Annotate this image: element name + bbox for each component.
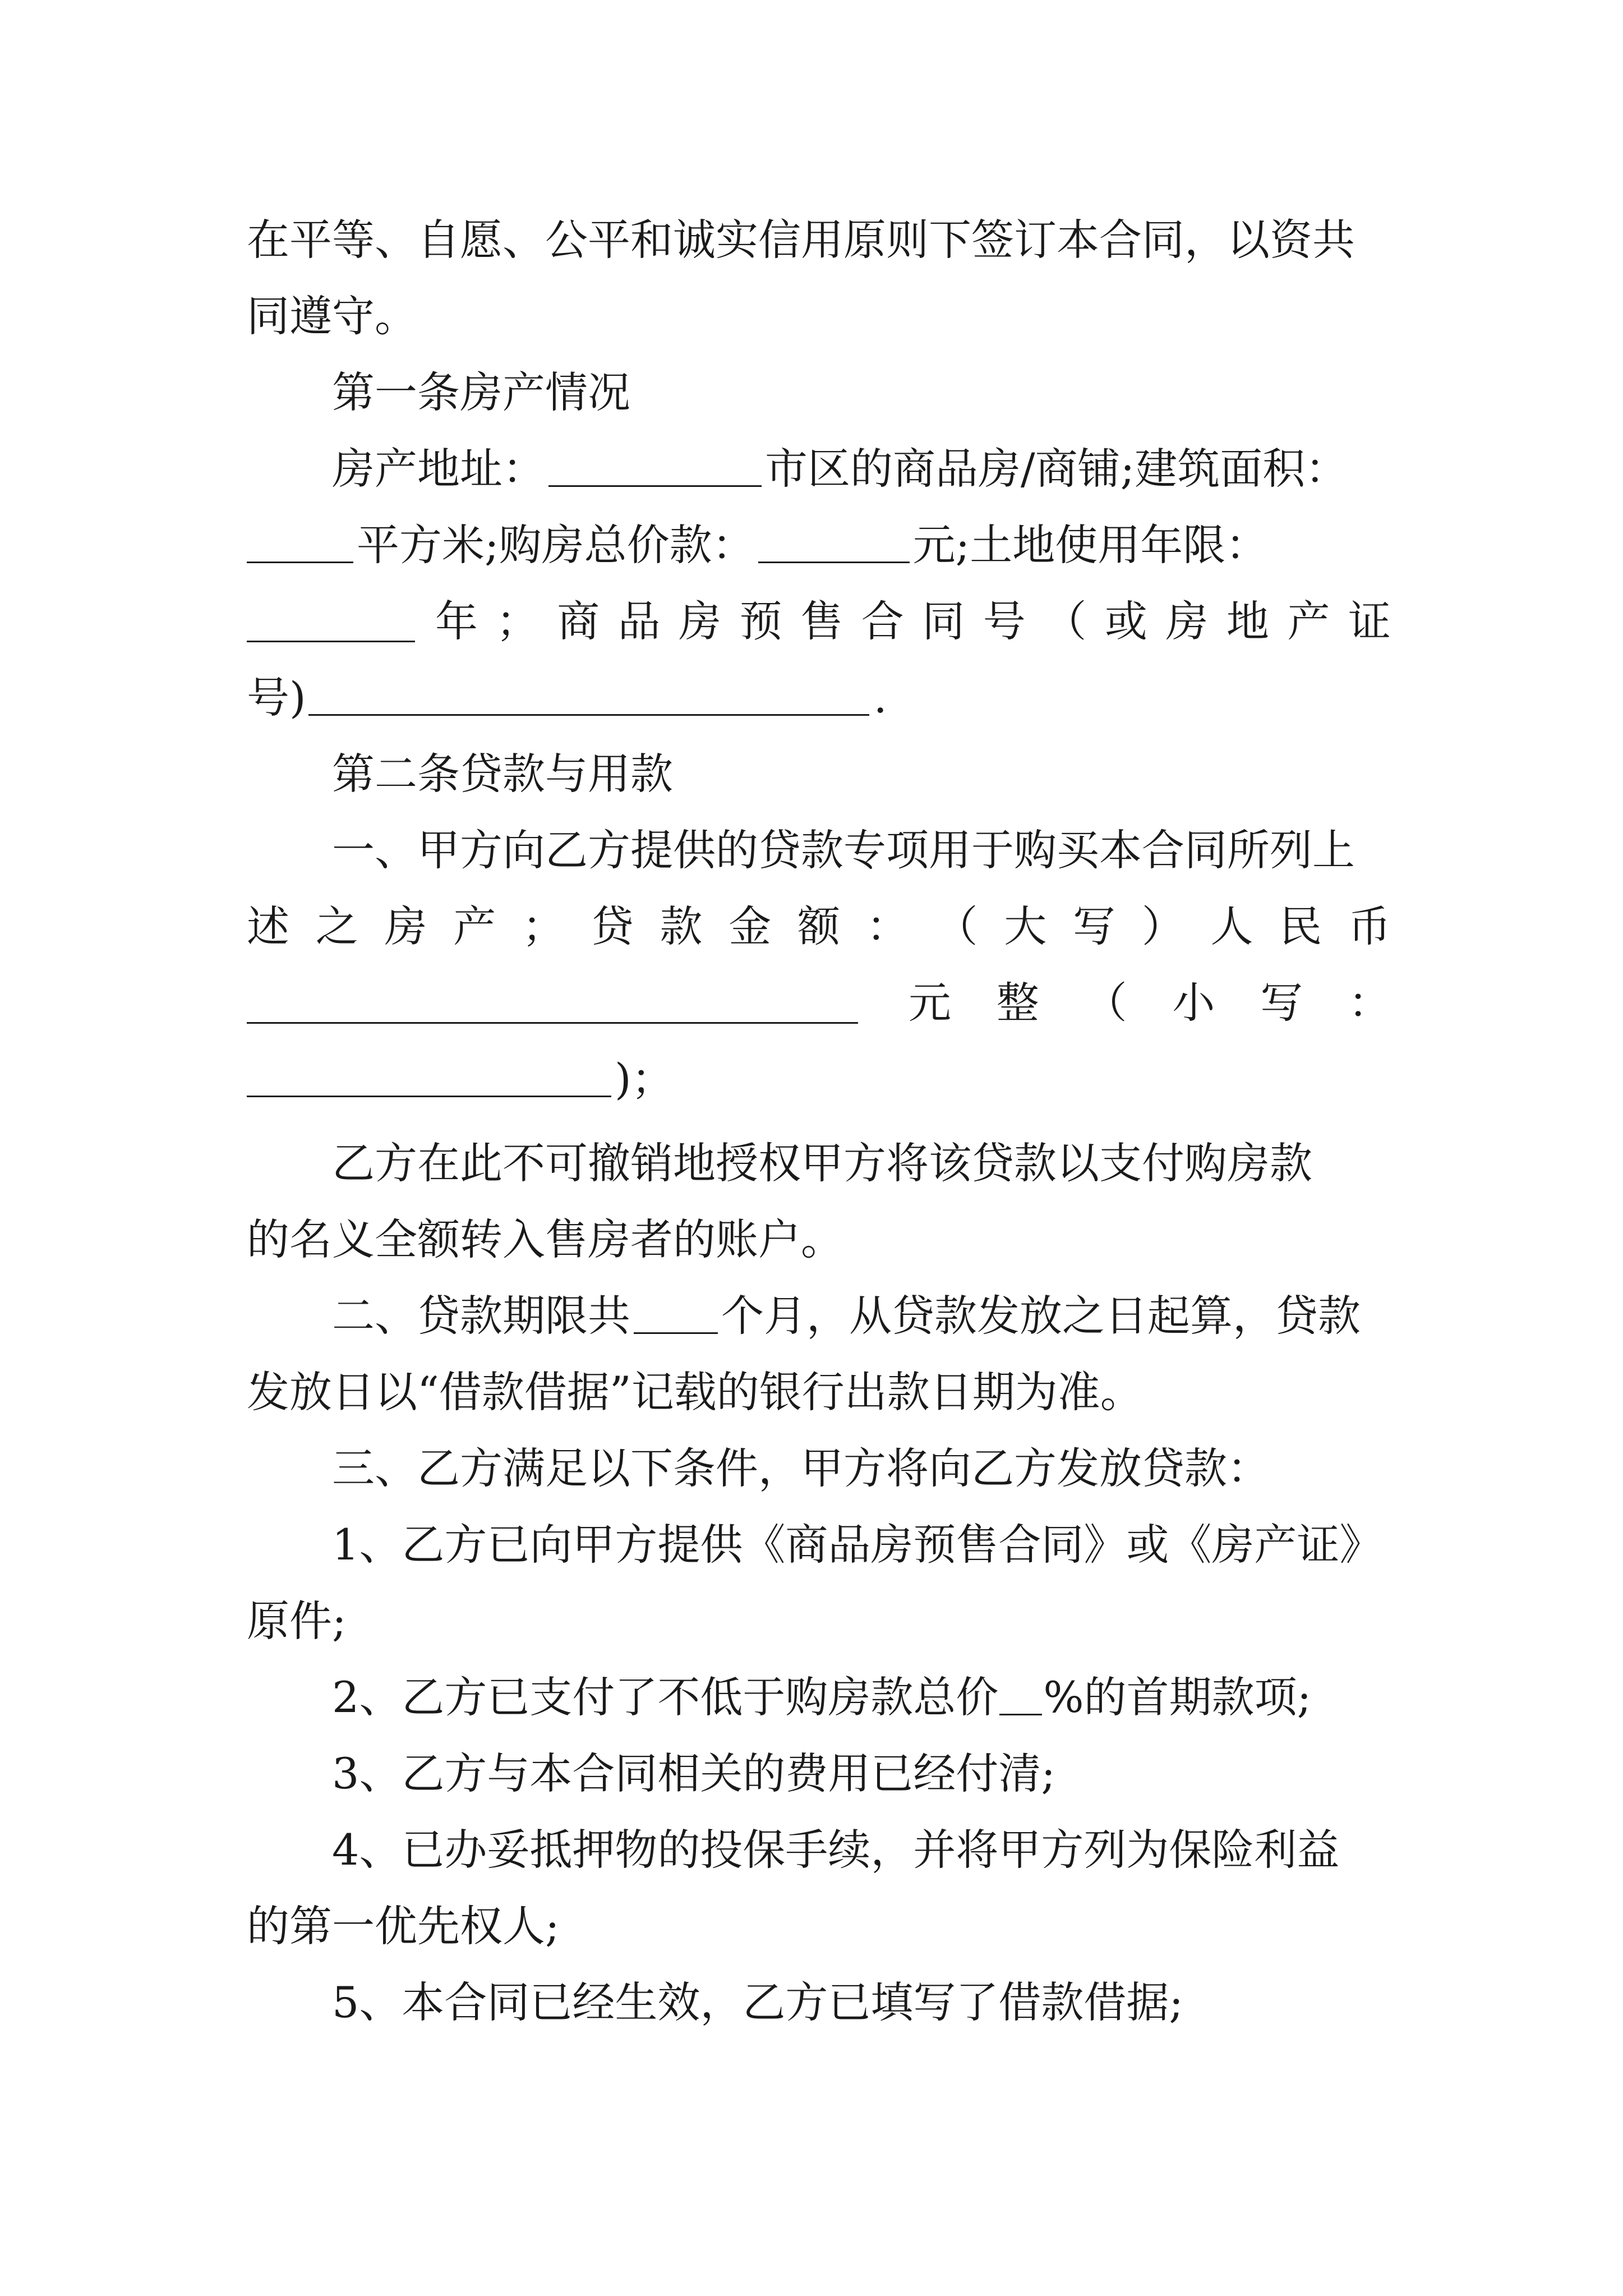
char: 写 xyxy=(1073,901,1115,951)
char: 之 xyxy=(315,901,358,951)
char: 号 xyxy=(983,596,1026,646)
char: 写 xyxy=(1260,978,1303,1028)
paragraph-line xyxy=(247,1041,1391,1117)
text: 乙方在此不可撤销地授权甲方将该贷款以支付购房款 xyxy=(332,1138,1312,1188)
paragraph-line xyxy=(247,1278,1391,1354)
char: 品 xyxy=(617,596,661,646)
text: 3、乙方与本合同相关的费用已经付清; xyxy=(332,1749,1055,1798)
justified-text xyxy=(435,583,1391,660)
char: 证 xyxy=(1348,596,1391,646)
heading: 第二条贷款与用款 xyxy=(332,749,673,799)
document-page xyxy=(247,202,1391,2041)
char: ； xyxy=(496,596,539,646)
char: 元 xyxy=(909,978,951,1028)
condition-3 xyxy=(247,1736,1391,1812)
text: 的第一优先权人; xyxy=(247,1901,560,1951)
char: 小 xyxy=(1172,978,1215,1028)
text: 原件; xyxy=(247,1596,347,1646)
char: 房 xyxy=(384,901,427,951)
char: 预 xyxy=(739,596,782,646)
address-blank xyxy=(548,446,762,487)
condition-1 xyxy=(247,1507,1391,1583)
char: 房 xyxy=(1165,596,1209,646)
article-1-title xyxy=(247,355,1391,431)
char: 民 xyxy=(1279,901,1322,951)
text: 个月，从贷款发放之日起算，贷款 xyxy=(721,1291,1361,1341)
amount-lower-blank xyxy=(247,1056,611,1097)
paragraph-line-justified xyxy=(247,889,1391,965)
paragraph-line xyxy=(247,202,1391,278)
text: 在平等、自愿、公平和诚实信用原则下签订本合同，以资共 xyxy=(247,215,1355,265)
char: 或 xyxy=(1104,596,1147,646)
article-2-title xyxy=(247,736,1391,812)
char: ） xyxy=(1141,901,1184,951)
justified-text xyxy=(909,965,1391,1041)
text: 4、已办妥抵押物的投保手续，并将甲方列为保险利益 xyxy=(332,1825,1340,1875)
char: 同 xyxy=(922,596,965,646)
text: 发放日以“借款借据”记载的银行出款日期为准。 xyxy=(247,1367,1143,1417)
term-blank xyxy=(247,601,415,642)
char: 币 xyxy=(1348,901,1391,951)
char: 额 xyxy=(797,901,840,951)
char: 贷 xyxy=(591,901,634,951)
text: 同遵守。 xyxy=(247,291,417,341)
percent-blank xyxy=(999,1674,1042,1715)
paragraph-line xyxy=(247,431,1391,507)
char: 售 xyxy=(800,596,843,646)
paragraph-line xyxy=(247,660,1391,736)
char: 金 xyxy=(728,901,772,951)
text: 一、甲方向乙方提供的贷款专项用于购买本合同所列上 xyxy=(332,825,1355,875)
char: ： xyxy=(1348,978,1391,1028)
char: 述 xyxy=(247,901,289,951)
months-blank xyxy=(634,1293,718,1334)
heading: 第一条房产情况 xyxy=(332,367,630,417)
char: 商 xyxy=(557,596,600,646)
char: 产 xyxy=(1287,596,1330,646)
char: 地 xyxy=(1226,596,1269,646)
paragraph-line-justified xyxy=(247,583,1391,660)
char: 整 xyxy=(996,978,1039,1028)
paragraph-line xyxy=(247,812,1391,889)
area-blank xyxy=(247,522,353,563)
paragraph-line xyxy=(247,1354,1391,1430)
text: 二、贷款期限共 xyxy=(332,1291,630,1341)
certificate-number-blank xyxy=(308,675,869,716)
condition-2 xyxy=(247,1659,1391,1736)
text: 号) xyxy=(247,673,306,723)
text: %的首期款项; xyxy=(1043,1672,1312,1722)
condition-5 xyxy=(247,1964,1391,2041)
text: 元;土地使用年限： xyxy=(912,520,1269,570)
text: 5、本合同已经生效，乙方已填写了借款借据; xyxy=(332,1977,1183,2027)
price-blank xyxy=(758,522,910,563)
char: （ xyxy=(1084,978,1127,1028)
text: 的名义全额转入售房者的账户。 xyxy=(247,1214,843,1264)
text: )； xyxy=(615,1054,674,1104)
char: 产 xyxy=(453,901,496,951)
char: 款 xyxy=(660,901,703,951)
char: 房 xyxy=(679,596,722,646)
text: 平方米;购房总价款： xyxy=(357,520,755,570)
paragraph-line xyxy=(247,1125,1391,1202)
char: 年 xyxy=(435,596,478,646)
char: 合 xyxy=(861,596,904,646)
char: （ xyxy=(1044,596,1087,646)
text: 2、乙方已支付了不低于购房款总价 xyxy=(332,1672,999,1722)
char: 大 xyxy=(1004,901,1047,951)
char: （ xyxy=(935,901,978,951)
text: 房产地址： xyxy=(332,444,545,494)
char: ； xyxy=(522,901,565,951)
paragraph-line xyxy=(247,278,1391,355)
paragraph-line xyxy=(247,1202,1391,1278)
char: ： xyxy=(866,901,909,951)
paragraph-line xyxy=(247,1583,1391,1659)
amount-upper-blank xyxy=(247,983,858,1024)
text: 三、乙方满足以下条件，甲方将向乙方发放贷款： xyxy=(332,1443,1270,1493)
char: 人 xyxy=(1210,901,1253,951)
text: . xyxy=(873,673,887,723)
paragraph-line xyxy=(247,507,1391,583)
condition-4 xyxy=(247,1812,1391,1888)
text: 市区的商品房/商铺;建筑面积： xyxy=(765,444,1348,494)
paragraph-line-justified xyxy=(247,965,1391,1041)
paragraph-line xyxy=(247,1430,1391,1507)
text: 1、乙方已向甲方提供《商品房预售合同》或《房产证》 xyxy=(332,1520,1382,1570)
paragraph-line xyxy=(247,1888,1391,1964)
